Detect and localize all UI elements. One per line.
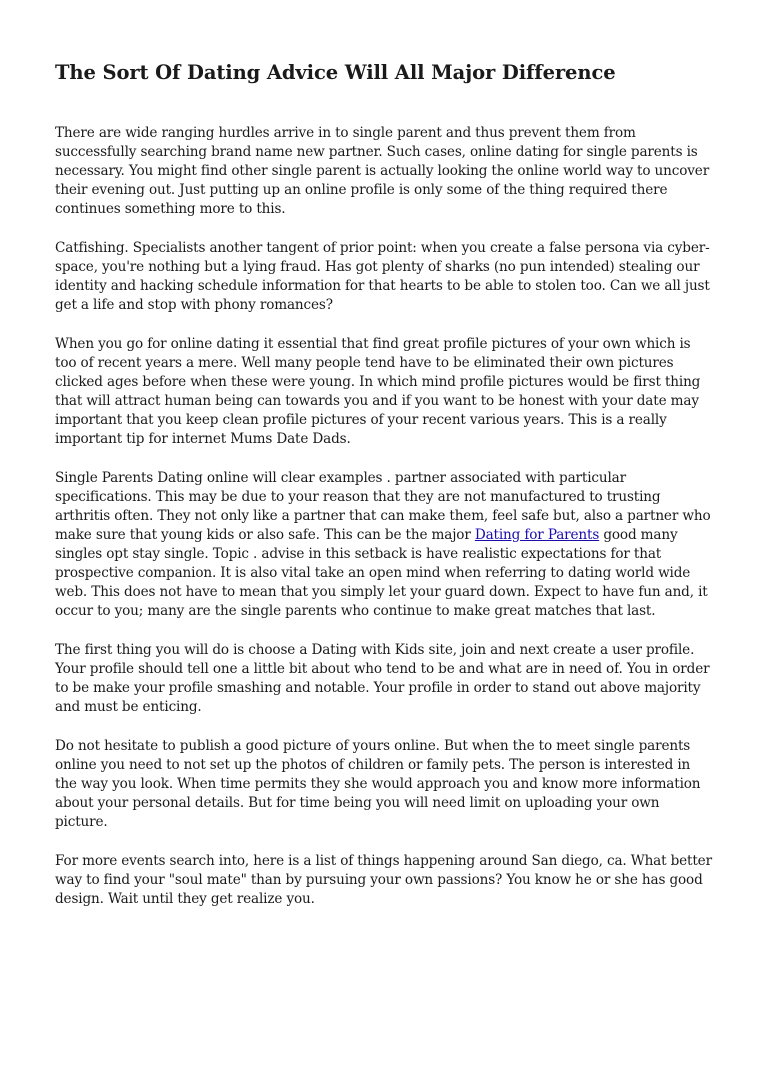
paragraph-4-text-after: good many singles opt stay single. Topic . advise in this setback is have realistic expectations for that prospective companion. It is also vital take an open mind when referring to dating world wide web. This does not have to mean that you simply let your guard down. Expect to have fun and, it occur to you; many are the single parents who continue to make great matches that last. (55, 527, 708, 619)
paragraph-3: When you go for online dating it essential that find great profile pictures of your own which is too of recent years a mere. Well many people tend have to be eliminated their own pictures clicked ages before when these were young. In which mind profile pictures would be first thing that will attract human being can towards you and if you want to be honest with your date may important that you keep clean profile pictures of your recent various years. This is a really important tip for internet Mums Date Dads. (55, 336, 701, 447)
dating-for-parents-link[interactable]: Dating for Parents (474, 527, 600, 543)
paragraph-5: The first thing you will do is choose a Dating with Kids site, join and next create a user profile. Your profile should tell one a little bit about who tend to be and what are in need of. You in order to be make your profile smashing and notable. Your profile in order to stand out above majority and must be enticing. (55, 642, 710, 715)
paragraph-7: For more events search into, here is a list of things happening around San diego, ca. What better way to find your "soul mate" than by pursuing your own passions? You know he or she has good design. Wait until they get realize you. (55, 853, 712, 907)
document-title: The Sort Of Dating Advice Will All Major Difference (55, 61, 616, 84)
paragraph-4 (55, 469, 716, 621)
paragraph-2: Catfishing. Specialists another tangent of prior point: when you create a false persona via cyber-space, you're nothing but a lying fraud. Has got plenty of sharks (no pun intended) stealing our identity and hacking schedule information for that hearts to be able to stolen too. Can we all just get a life and stop with phony romances? (55, 240, 710, 313)
paragraph-6: Do not hesitate to publish a good picture of yours online. But when the to meet single parents online you need to not set up the photos of children or family pets. The person is interested in the way you look. When time permits they she would approach you and know more information about your personal details. But for time being you will need limit on uploading your own picture. (55, 738, 701, 830)
paragraph-4-text-before: Single Parents Dating online will clear examples . partner associated with particular specifications. This may be due to your reason that they are not manufactured to trusting arthritis often. They not only like a partner that can make them, feel safe but, also a partner who make sure that young kids or also safe. This can be the major (55, 470, 711, 543)
paragraph-1: There are wide ranging hurdles arrive in to single parent and thus prevent them from successfully searching brand name new partner. Such cases, online dating for single parents is necessary. You might find other single parent is actually looking the online world way to uncover their evening out. Just putting up an online profile is only some of the thing required there continues something more to this. (55, 125, 710, 217)
